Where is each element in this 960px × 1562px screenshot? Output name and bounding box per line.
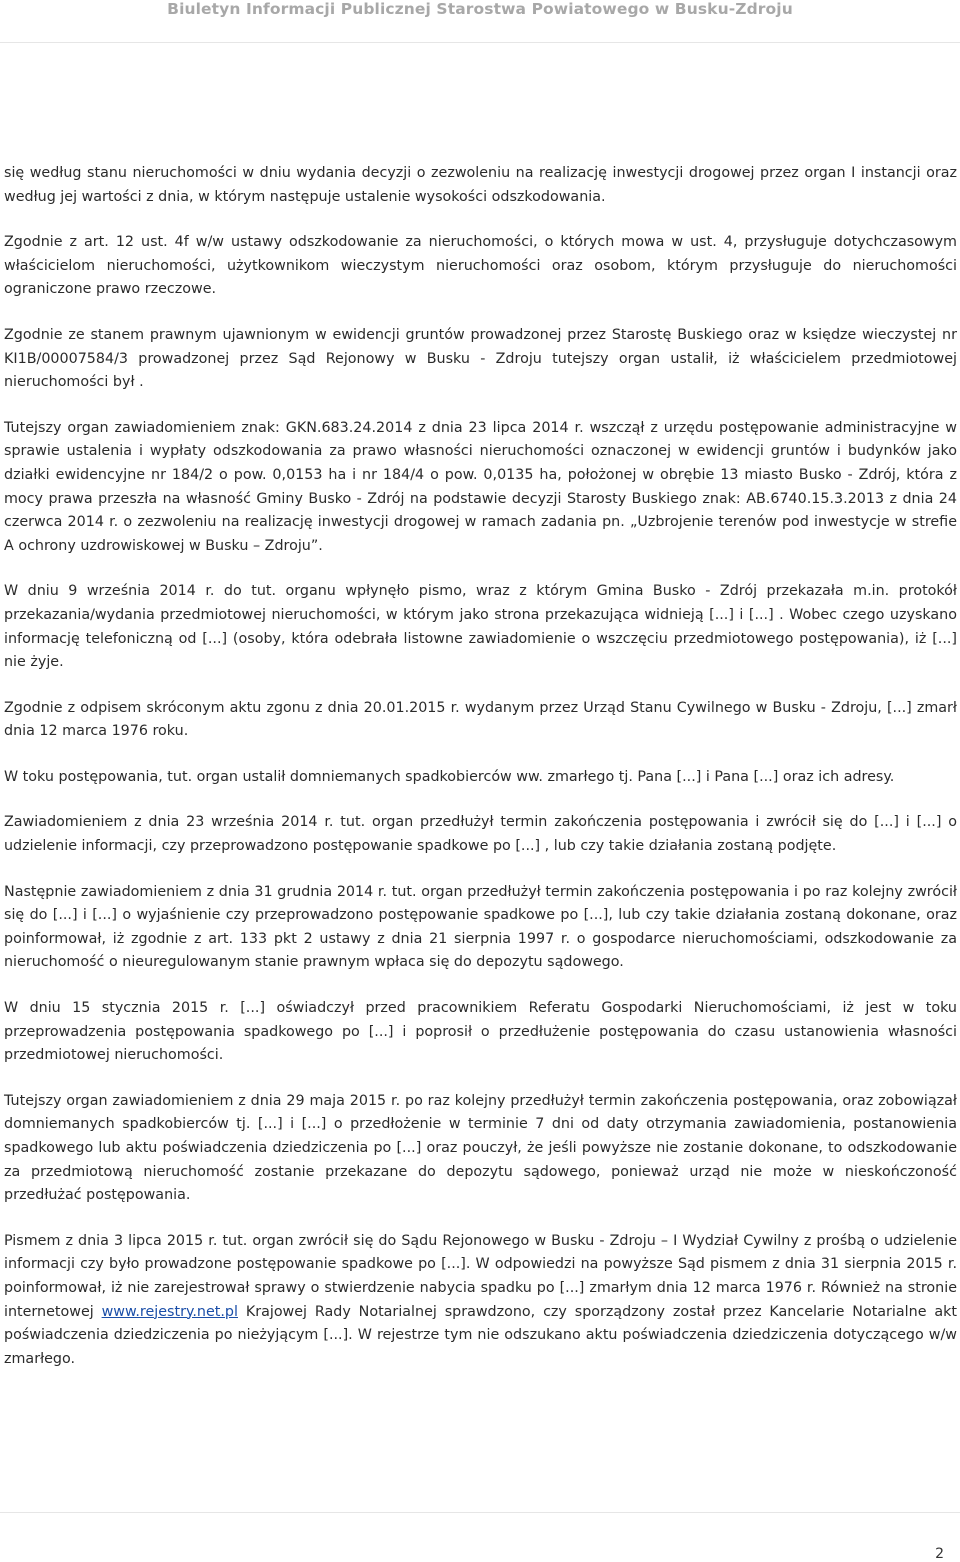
paragraph: W dniu 9 września 2014 r. do tut. organu wpłynęło pismo, wraz z którym Gmina Busko - Zdrój przekazała m.in. protokół przekazania/wydania przedmiotowej nieruchomości, w którym jako strona przekazująca widnieją [...] i [...] . Wobec czego uzyskano informację telefoniczną od [...] (osoby, która odebrała listowne zawiadomienie o wszczęciu przedmiotowego postępowania), iż [...] nie żyje. — [4, 583, 957, 671]
paragraph: Zgodnie z odpisem skróconym aktu zgonu z dnia 20.01.2015 r. wydanym przez Urząd Stanu Cywilnego w Busku - Zdroju, [...] zmarł dnia 12 marca 1976 roku. — [4, 699, 957, 740]
page-header — [0, 0, 960, 43]
paragraph: Zawiadomieniem z dnia 23 września 2014 r. tut. organ przedłużył termin zakończenia postępowania i zwrócił się do [...] i [...] o udzielenie informacji, czy przeprowadzono postępowanie spadkowe po [...] , lub czy takie działania zostaną podjęte. — [4, 814, 957, 855]
footer-divider — [0, 1512, 960, 1513]
paragraph: się według stanu nieruchomości w dniu wydania decyzji o zezwoleniu na realizację inwestycji drogowej przez organ I instancji oraz według jej wartości z dnia, w którym następuje ustalenie wysokości odszkodowania. — [4, 165, 957, 205]
paragraph-text: Pismem z dnia 3 lipca 2015 r. tut. organ zwrócił się do Sądu Rejonowego w Busku - Zdroju – I Wydział Cywilny z prośbą o udzielenie informacji czy było prowadzone postępowanie spadkowe po [...]. W odpowiedzi na powyższe Sąd pismem z dnia 31 sierpnia 2015 r. poinformował, iż nie zarejestrował sprawy o stwierdzenie nabycia spadku po [...] zmarłym dnia 12 marca 1976 r. Również na stronie internetowej — [4, 1232, 957, 1320]
header-title: Biuletyn Informacji Publicznej Starostwa Powiatowego w Busku-Zdroju — [167, 0, 793, 18]
paragraph: Następnie zawiadomieniem z dnia 31 grudnia 2014 r. tut. organ przedłużył termin zakończenia postępowania i po raz kolejny zwrócił się do [...] i [...] o wyjaśnienie czy przeprowadzono postępowanie spadkowe po [...], lub czy takie działania zostaną dokonane, oraz poinformował, iż zgodnie z art. 133 pkt 2 ustawy z dnia 21 sierpnia 1997 r. o gospodarce nieruchomościami, odszkodowanie za nieruchomość o nieuregulowanym stanie prawnym wpłaca się do depozytu sądowego. — [4, 883, 957, 971]
rejestry-link[interactable]: www.rejestry.net.pl — [101, 1303, 238, 1320]
paragraph: W dniu 15 stycznia 2015 r. [...] oświadczył przed pracownikiem Referatu Gospodarki Nieruchomościami, iż jest w toku przeprowadzenia postępowania spadkowego po [...] i poprosił o przedłużenie postępowania do czasu ustanowienia własności przedmiotowej nieruchomości. — [4, 1000, 957, 1064]
paragraph: Zgodnie ze stanem prawnym ujawnionym w ewidencji gruntów prowadzonej przez Starostę Buskiego oraz w księdze wieczystej nr KI1B/00007584/3 prowadzonej przez Sąd Rejonowy w Busku - Zdroju tutejszy organ ustalił, iż właścicielem przedmiotowej nieruchomości był . — [4, 326, 957, 391]
document-body — [4, 162, 957, 1393]
paragraph: Zgodnie z art. 12 ust. 4f w/w ustawy odszkodowanie za nieruchomości, o których mowa w ust. 4, przysługuje dotychczasowym właścicielom nieruchomości, użytkownikom wieczystym nieruchomości oraz osobom, którym przysługuje do nieruchomości ograniczone prawo rzeczowe. — [4, 234, 957, 298]
page-number: 2 — [935, 1546, 944, 1562]
paragraph: Tutejszy organ zawiadomieniem znak: GKN.683.24.2014 z dnia 23 lipca 2014 r. wszczął z urzędu postępowanie administracyjne w sprawie ustalenia i wypłaty odszkodowania za prawo własności nieruchomości oznaczonej w ewidencji gruntów i budynków jako działki ewidencyjne nr 184/2 o pow. 0,0153 ha i nr 184/4 o pow. 0,0135 ha, położonej w obrębie 13 miasto Busko - Zdrój, która z mocy prawa przeszła na własność Gminy Busko - Zdrój na podstawie decyzji Starosty Buskiego znak: AB.6740.15.3.2013 z dnia 24 czerwca 2014 r. o zezwoleniu na realizację inwestycji drogowej w ramach zadania pn. „Uzbrojenie terenów pod inwestycje w strefie A ochrony uzdrowiskowej w Busku – Zdroju”. — [4, 419, 957, 554]
paragraph: Tutejszy organ zawiadomieniem z dnia 29 maja 2015 r. po raz kolejny przedłużył termin zakończenia postępowania, oraz zobowiązał domniemanych spadkobierców tj. [...] i [...] o przedłożenie w terminie 7 dni od daty otrzymania zawiadomienia, postanowienia spadkowego lub aktu poświadczenia dziedziczenia po [...] oraz pouczył, że jeśli powyższe nie zostanie dokonane, to odszkodowanie za przedmiotową nieruchomość zostanie przekazane do depozytu sądowego, ponieważ urząd nie może w nieskończoność przedłużać postępowania. — [4, 1092, 957, 1204]
paragraph-text: Krajowej Rady Notarialnej sprawdzono, czy sporządzony został przez Kancelarie Notarialne akt poświadczenia dziedziczenia po nieżyjącym [...]. W rejestrze tym nie odszukano aktu poświadczenia dziedziczenia dotyczącego w/w zmarłego. — [4, 1303, 957, 1367]
paragraph-with-link — [4, 1230, 957, 1372]
paragraph: W toku postępowania, tut. organ ustalił domniemanych spadkobierców ww. zmarłego tj. Pana [...] i Pana [...] oraz ich adresy. — [4, 768, 895, 785]
